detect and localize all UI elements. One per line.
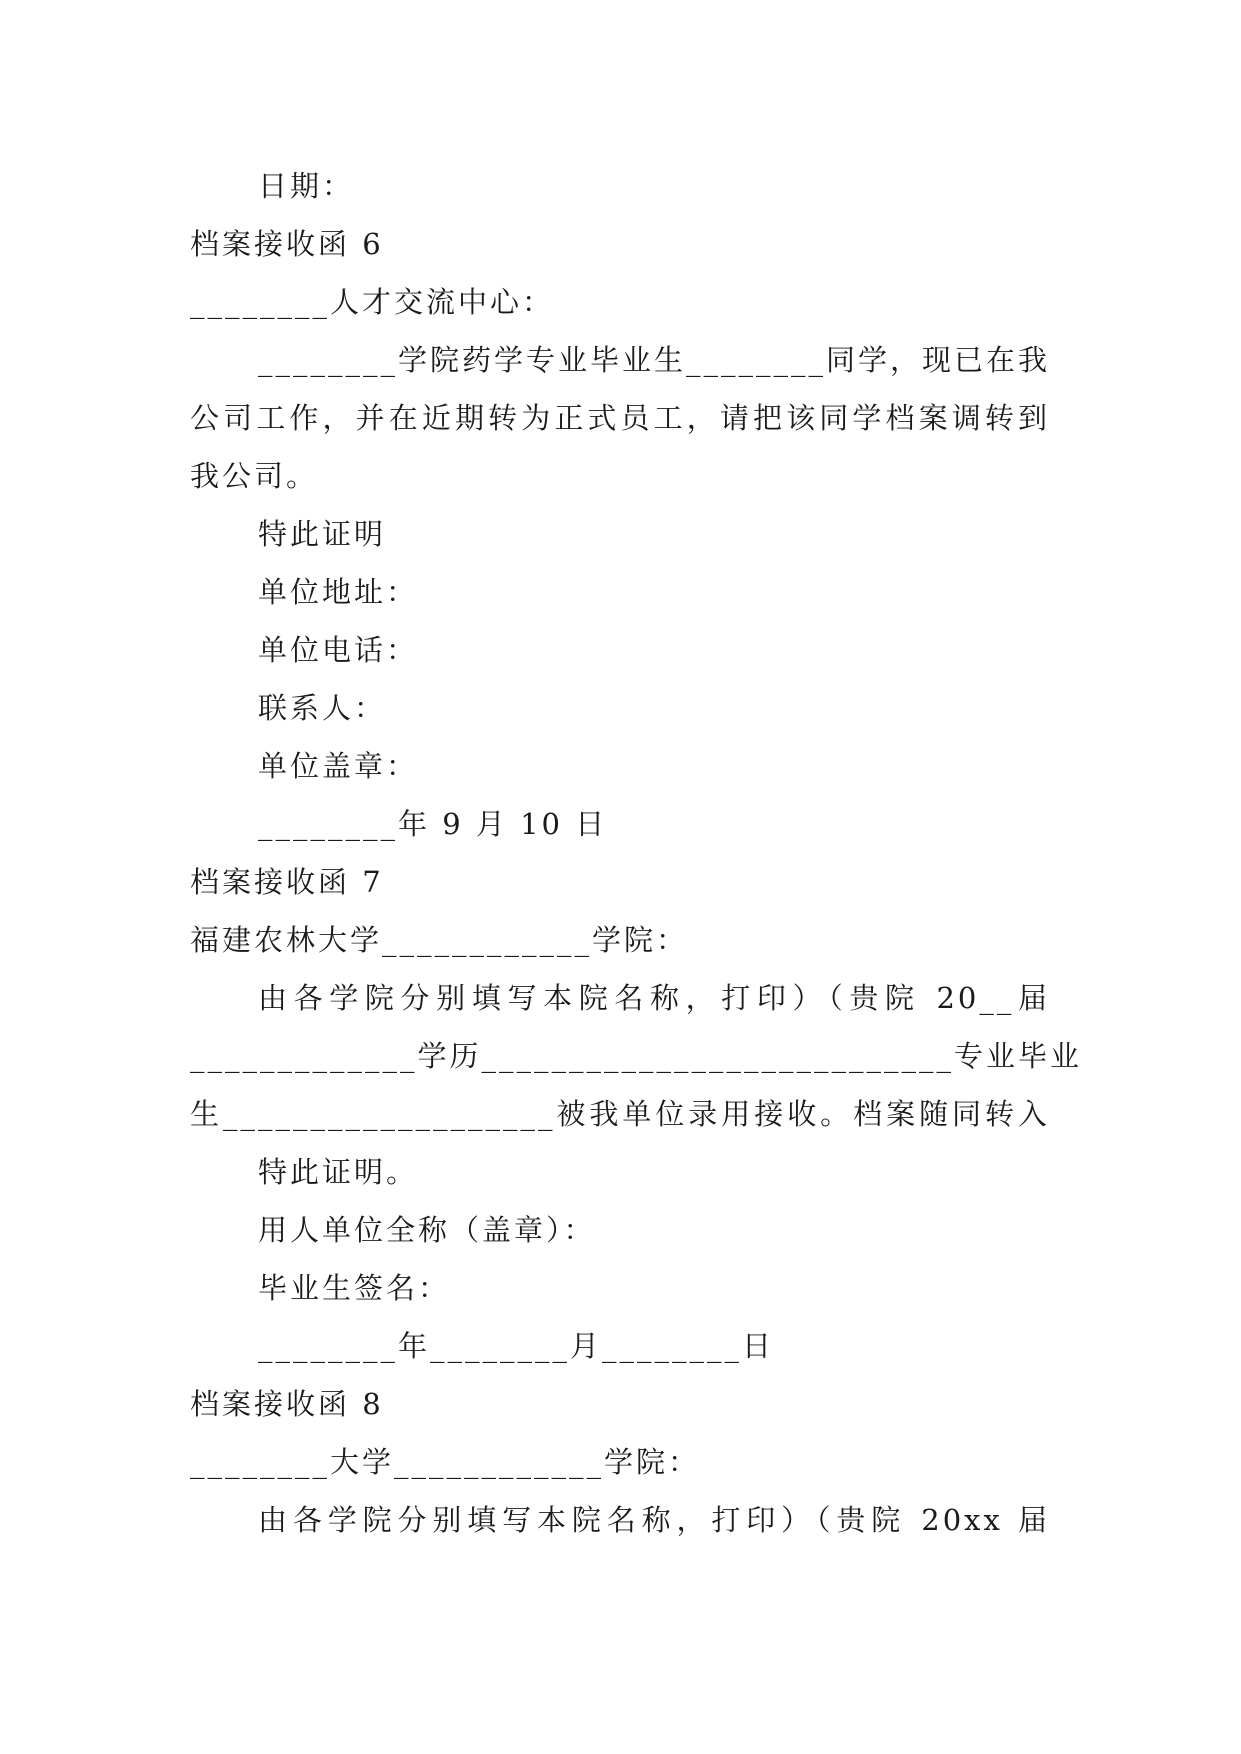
letter-7-employer-label: 用人单位全称（盖章）： [258, 1213, 596, 1247]
letter-6-address-label: 单位地址： [258, 575, 419, 609]
date-label: 日期： [258, 169, 355, 203]
letter-6-recipient: ________人才交流中心： [190, 285, 555, 319]
letter-7-body-line-1: 由各学院分别填写本院名称，打印）（贵院 20__届 [258, 981, 1050, 1015]
letter-8-heading: 档案接收函 8 [190, 1387, 384, 1421]
letter-8-recipient: ________大学____________学院： [190, 1445, 701, 1479]
letter-7-body-line-2: _____________学历___________________________专业毕业 [190, 1039, 1083, 1073]
letter-7-heading: 档案接收函 7 [190, 865, 384, 899]
letter-6-contact-label: 联系人： [258, 691, 387, 725]
letter-7-body-line-3: 生___________________被我单位录用接收。档案随同转入 [190, 1097, 1050, 1131]
letter-8-body-line-1: 由各学院分别填写本院名称，打印）（贵院 20xx 届 [258, 1503, 1050, 1537]
letter-6-body-line-1: ________学院药学专业毕业生________同学，现已在我 [258, 343, 1051, 377]
letter-7-recipient: 福建农林大学____________学院： [190, 923, 689, 957]
letter-6-date: ________年 9 月 10 日 [258, 807, 608, 841]
letter-7-certify: 特此证明。 [258, 1155, 419, 1189]
letter-6-phone-label: 单位电话： [258, 633, 419, 667]
letter-7-graduate-signature-label: 毕业生签名： [258, 1271, 451, 1305]
letter-6-body-line-3: 我公司。 [190, 459, 319, 493]
letter-7-date: ________年________月________日 [258, 1329, 775, 1363]
letter-6-certify: 特此证明 [258, 517, 387, 551]
letter-6-body-line-2: 公司工作，并在近期转为正式员工，请把该同学档案调转到 [190, 401, 1050, 435]
letter-6-heading: 档案接收函 6 [190, 227, 384, 261]
letter-6-seal-label: 单位盖章： [258, 749, 419, 783]
